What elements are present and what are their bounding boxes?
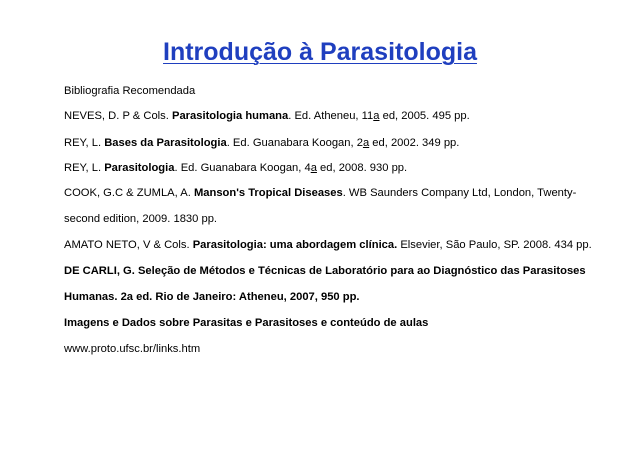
images-note: Imagens e Dados sobre Parasitas e Parasitoses e conteúdo de aulas — [64, 317, 429, 329]
reference-publisher: . Ed. Atheneu, 11 — [288, 110, 374, 122]
reference-rey-bases — [64, 136, 459, 150]
reference-decarli-line1: DE CARLI, G. Seleção de Métodos e Técnicas de Laboratório para ao Diagnóstico das Parasitoses — [64, 265, 586, 277]
reference-edition: ed, 2008. 930 pp. — [316, 162, 408, 174]
reference-authors: NEVES, D. P & Cols. — [64, 110, 172, 122]
edition-superscript: a — [362, 137, 370, 149]
reference-amato — [64, 238, 592, 252]
reference-decarli-line2: Humanas. 2a ed. Rio de Janeiro: Atheneu, 2007, 950 pp. — [64, 291, 360, 303]
reference-authors: REY, L. — [64, 162, 105, 174]
reference-neves — [64, 109, 470, 123]
reference-authors: AMATO NETO, V & Cols. — [64, 239, 193, 251]
reference-cook-line2: second edition, 2009. 1830 pp. — [64, 213, 218, 225]
reference-work-title: Parasitologia: uma abordagem clínica. — [192, 239, 398, 251]
reference-edition: ed, 2005. 495 pp. — [379, 110, 470, 122]
reference-publisher: . WB Saunders Company Ltd, London, Twenty- — [342, 187, 577, 199]
reference-edition: ed, 2002. 349 pp. — [369, 137, 460, 149]
reference-work-title: Parasitologia — [104, 162, 175, 174]
slide-title: Introdução à Parasitologia — [163, 38, 477, 66]
reference-authors: COOK, G.C & ZUMLA, A. — [64, 187, 194, 199]
bibliography-heading: Bibliografia Recomendada — [64, 85, 196, 97]
reference-work-title: Manson's Tropical Diseases — [193, 187, 343, 199]
reference-cook-line1 — [64, 186, 576, 200]
reference-authors: REY, L. — [64, 137, 105, 149]
resource-link[interactable]: www.proto.ufsc.br/links.htm — [64, 343, 201, 355]
reference-work-title: Parasitologia humana — [171, 110, 289, 122]
edition-superscript: a — [373, 110, 380, 122]
reference-publisher: . Ed. Guanabara Koogan, 4 — [174, 162, 311, 174]
edition-superscript: a — [310, 162, 317, 174]
reference-rey-parasitologia — [64, 161, 407, 175]
reference-publisher: Elsevier, São Paulo, SP. 2008. 434 pp. — [397, 239, 592, 251]
reference-publisher: . Ed. Guanabara Koogan, 2 — [226, 137, 363, 149]
reference-work-title: Bases da Parasitologia — [104, 137, 227, 149]
